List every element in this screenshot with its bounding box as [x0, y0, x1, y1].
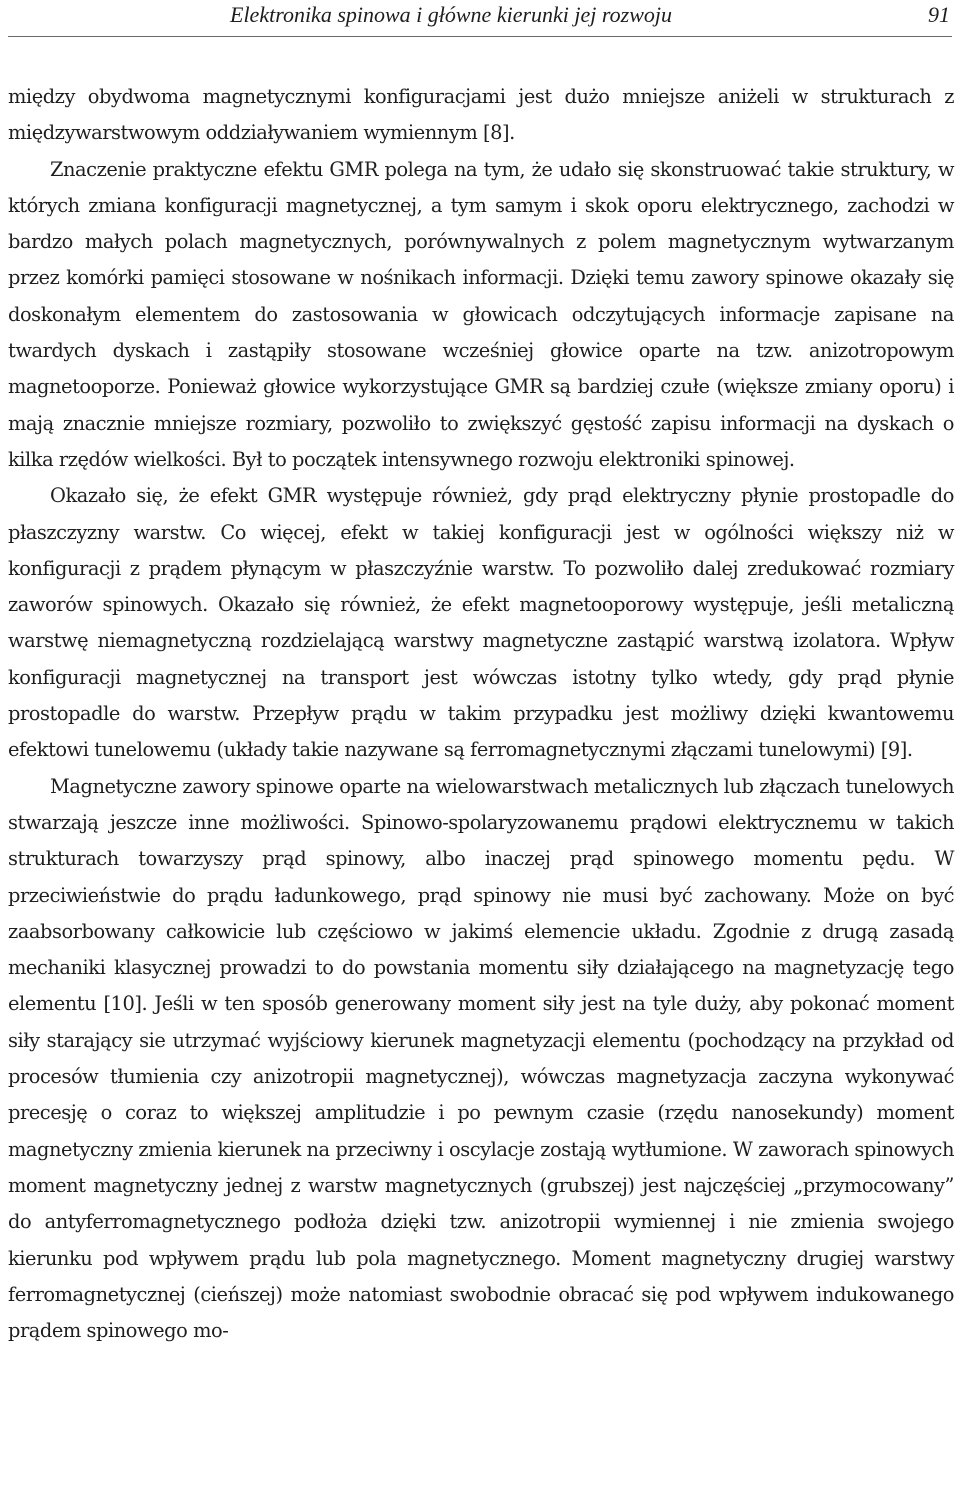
page-number: 91: [928, 2, 950, 27]
paragraph-continued: między obydwoma magnetycznymi konfiguracjami jest dużo mniejsze aniżeli w strukturach z międzywarstwowym oddziaływaniem wymiennym [8].: [8, 85, 954, 145]
running-title: Elektronika spinowa i główne kierunki jej rozwoju: [230, 2, 672, 27]
paragraph: Okazało się, że efekt GMR występuje również, gdy prąd elektryczny płynie prostopadle do płaszczyzny warstw. Co więcej, efekt w takiej konfiguracji jest w ogólności większy niż w konfiguracji z prądem płynącym w płaszczyźnie warstw. To pozwoliło dalej zredukować rozmiary zaworów spinowych. Okazało się również, że efekt magnetooporowy występuje, jeśli metaliczną warstwę niemagnetyczną rozdzielającą warstwy magnetyczne zastąpić warstwą izolatora. Wpływ konfiguracji magnetycznej na transport jest wówczas istotny tylko wtedy, gdy prąd płynie prostopadle do warstw. Przepływ prądu w takim przypadku jest możliwy dzięki kwantowemu efektowi tunelowemu (układy takie nazywane są ferromagnetycznymi złączami tunelowymi) [9].: [8, 484, 954, 762]
paragraph: Znaczenie praktyczne efektu GMR polega na tym, że udało się skonstruować takie struktury, w których zmiana konfiguracji magnetycznej, a tym samym i skok oporu elektrycznego, zachodzi w bardzo małych polach magnetycznych, porównywalnych z polem magnetycznym wytwarzanym przez komórki pamięci stosowane w nośnikach informacji. Dzięki temu zawory spinowe okazały się doskonałym elementem do zastosowania w głowicach odczytujących informacje zapisane na twardych dyskach i zastąpiły stosowane wcześniej głowice oparte na tzw. anizotropowym magnetooporze. Ponieważ głowice wykorzystujące GMR są bardziej czułe (większe zmiany oporu) i mają znacznie mniejsze rozmiary, pozwoliło to zwiększyć gęstość zapisu informacji na dyskach o kilka rzędów wielkości. Był to początek intensywnego rozwoju elektroniki spinowej.: [8, 157, 954, 471]
running-header: [8, 2, 952, 37]
body-text: [8, 79, 954, 1349]
paragraph: Magnetyczne zawory spinowe oparte na wielowarstwach metalicznych lub złączach tunelowych stwarzają jeszcze inne możliwości. Spinowo-spolaryzowanemu prądowi elektrycznemu w takich strukturach towarzyszy prąd spinowy, albo inaczej prąd spinowego momentu pędu. W przeciwieństwie do prądu ładunkowego, prąd spinowy nie musi być zachowany. Może on być zaabsorbowany całkowicie lub częściowo w jakimś elemencie układu. Zgodnie z drugą zasadą mechaniki klasycznej prowadzi to do powstania momentu siły działającego na magnetyzację tego elementu [10]. Jeśli w ten sposób generowany moment siły jest na tyle duży, aby pokonać moment siły starający sie utrzymać wyjściowy kierunek magnetyzacji elementu (pochodzący na przykład od procesów tłumienia czy anizotropii magnetycznej), wówczas magnetyzacja zaczyna wykonywać precesję o coraz to większej amplitudzie i po pewnym czasie (rzędu nanosekundy) moment magnetyczny zmienia kierunek na przeciwny i oscylacje zostają wytłumione. W zaworach spinowych moment magnetyczny jednej z warstw magnetycznych (grubszej) jest najczęściej „przymocowany” do antyferromagnetycznego podłoża dzięki tzw. anizotropii wymiennej i nie zmienia swojego kierunku pod wpływem prądu lub pola magnetycznego. Moment magnetyczny drugiej warstwy ferromagnetycznej (cieńszej) może natomiast swobodnie obracać się pod wpływem indukowanego prądem spinowego mo-: [8, 774, 954, 1343]
